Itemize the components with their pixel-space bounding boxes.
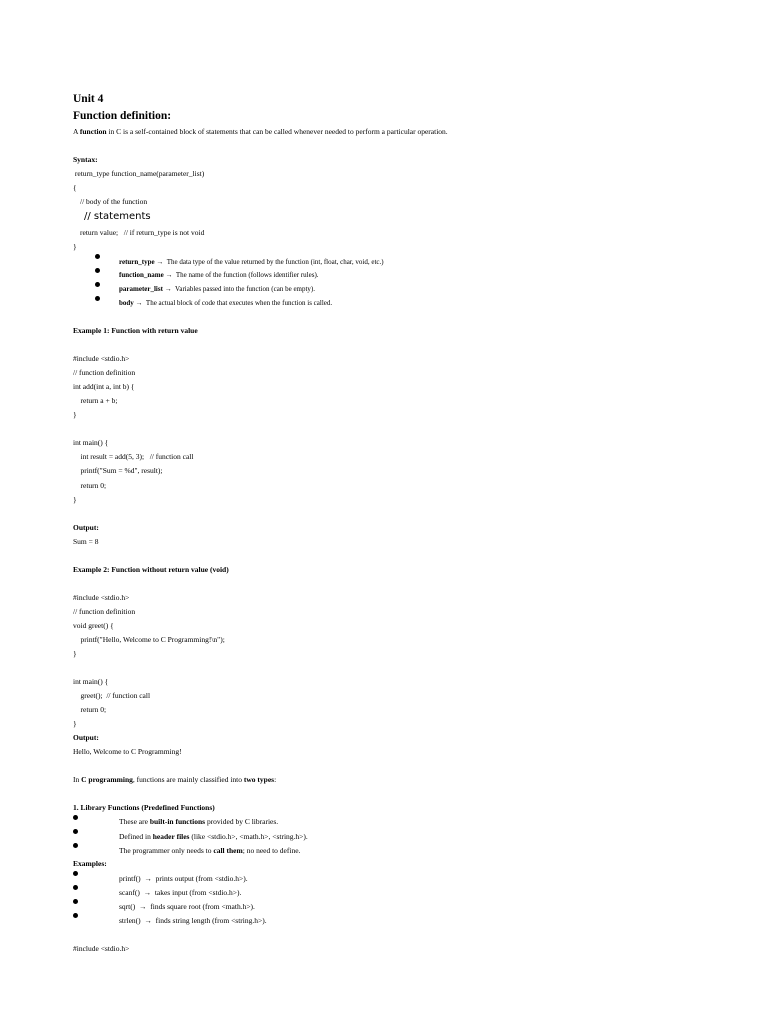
bullet-dot: [73, 829, 78, 834]
class-suffix: :: [274, 775, 277, 784]
code-line: #include <stdio.h>: [73, 354, 130, 363]
class-prefix: In: [73, 775, 82, 784]
code-line: }: [73, 649, 77, 658]
example1-title: Example 1: Function with return value: [73, 326, 198, 335]
bullet-term: body: [119, 299, 134, 307]
bullet-dot: [73, 899, 78, 904]
code-line: }: [73, 719, 77, 728]
item-pre: These are: [119, 817, 150, 826]
class-bold-1: C programming: [81, 775, 133, 784]
code-line: #include <stdio.h>: [73, 593, 130, 602]
code-line: // function definition: [73, 607, 136, 616]
code-line: void greet() {: [73, 621, 114, 630]
item-pre: Defined in: [119, 832, 153, 841]
syntax-return-line: return value; // if return_type is not void: [80, 228, 205, 237]
code-line: return 0;: [73, 481, 107, 490]
syntax-bullet-item: [119, 270, 319, 280]
classification-sentence: [73, 775, 276, 785]
code-line: printf("Hello, Welcome to C Programming!\n");: [73, 635, 225, 644]
code-line: }: [73, 495, 77, 504]
bullet-dot: [73, 815, 78, 820]
code-line: return 0;: [73, 705, 107, 714]
intro-prefix: A: [73, 127, 80, 136]
example2-output-label: Output:: [73, 733, 99, 742]
syntax-statements-comment: // statements: [84, 211, 151, 222]
bullet-term: parameter_list: [119, 285, 163, 293]
bullet-desc: → The actual block of code that executes when the function is called.: [133, 299, 333, 307]
bullet-dot: [73, 843, 78, 848]
syntax-open-brace: {: [73, 183, 77, 192]
code-line: int main() {: [73, 677, 109, 686]
bullet-dot: [95, 254, 100, 259]
code-line: int add(int a, int b) {: [73, 382, 135, 391]
bullet-dot: [95, 268, 100, 273]
example2-output: Hello, Welcome to C Programming!: [73, 747, 182, 756]
example2-title: Example 2: Function without return value (void): [73, 565, 229, 574]
item-bold: built-in functions: [149, 817, 206, 826]
code-line: }: [73, 410, 77, 419]
intro-rest: in C is a self-contained block of statements that can be called whenever needed to perform a particular operation.: [106, 127, 448, 136]
library-item: [119, 832, 308, 842]
bullet-dot: [73, 913, 78, 918]
bullet-term: return_type: [119, 258, 155, 266]
example-item: printf() → prints output (from <stdio.h>).: [119, 874, 248, 883]
examples-label: Examples:: [73, 859, 107, 868]
item-post: (like <stdio.h>, <math.h>, <string.h>).: [189, 832, 308, 841]
item-pre: The programmer only needs to: [119, 846, 214, 855]
library-item: [119, 817, 278, 827]
code-line: return a + b;: [73, 396, 118, 405]
syntax-bullet-item: [119, 284, 315, 294]
syntax-label: Syntax:: [73, 155, 98, 164]
bullet-dot: [73, 885, 78, 890]
library-item: [119, 846, 300, 856]
bullet-dot: [95, 296, 100, 301]
class-bold-2: two types: [243, 775, 275, 784]
example-item: sqrt() → finds square root (from <math.h>).: [119, 902, 255, 911]
item-bold: call them: [213, 846, 243, 855]
syntax-bullet-item: [119, 298, 332, 308]
bullet-desc: → The data type of the value returned by the function (int, float, char, void, etc.): [154, 258, 384, 266]
bullet-dot: [73, 871, 78, 876]
unit-heading: Unit 4: [73, 93, 104, 105]
syntax-bullet-item: [119, 257, 384, 267]
item-post: provided by C libraries.: [205, 817, 279, 826]
item-post: ; no need to define.: [242, 846, 301, 855]
code-line: printf("Sum = %d", result);: [73, 466, 163, 475]
code-line: int result = add(5, 3); // function call: [73, 452, 194, 461]
example-item: scanf() → takes input (from <stdio.h>).: [119, 888, 242, 897]
syntax-body-comment: // body of the function: [80, 197, 148, 206]
syntax-close-brace: }: [73, 242, 77, 251]
code-line: int main() {: [73, 438, 109, 447]
example-item: strlen() → finds string length (from <string.h>).: [119, 916, 267, 925]
bullet-desc: → The name of the function (follows identifier rules).: [163, 271, 319, 279]
bullet-desc: → Variables passed into the function (can be empty).: [162, 285, 316, 293]
bullet-dot: [95, 282, 100, 287]
syntax-signature: return_type function_name(parameter_list): [73, 169, 205, 178]
intro-paragraph: [73, 127, 448, 137]
bullet-term: function_name: [119, 271, 164, 279]
library-functions-title: 1. Library Functions (Predefined Functions): [73, 803, 215, 812]
example1-output-label: Output:: [73, 523, 99, 532]
item-bold: header files: [152, 832, 190, 841]
page-title: Function definition:: [73, 110, 172, 122]
class-middle: , functions are mainly classified into: [132, 775, 244, 784]
code-line: // function definition: [73, 368, 136, 377]
code-line: greet(); // function call: [73, 691, 151, 700]
intro-bold-term: function: [79, 127, 107, 136]
example1-output: Sum = 8: [73, 537, 99, 546]
code-line: #include <stdio.h>: [73, 944, 130, 953]
